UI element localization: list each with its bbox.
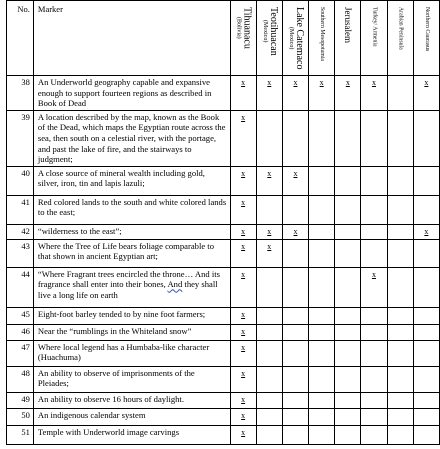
mark-cell <box>387 392 413 408</box>
mark-cell <box>361 195 387 224</box>
x-mark: x <box>424 78 429 87</box>
mark-cell <box>309 166 335 195</box>
location-name: Jerusalem <box>342 7 353 43</box>
mark-cell <box>361 267 387 307</box>
mark-cell <box>413 408 439 425</box>
table-row <box>7 340 440 366</box>
mark-cell <box>335 166 361 195</box>
mark-cell <box>309 408 335 425</box>
mark-cell <box>413 166 439 195</box>
x-mark: x <box>241 269 246 279</box>
location-name: Arabian Peninsula <box>397 7 404 50</box>
location-country: (Mexico) <box>287 27 294 50</box>
marker-text-part: “Where Fragrant trees encircled the throne… And its fragrance shall enter into their bones, <box>37 268 220 290</box>
mark-cell <box>256 224 282 239</box>
location-name: Turkey/ Armenia <box>371 7 378 47</box>
mark-cell <box>361 166 387 195</box>
x-mark: x <box>293 168 298 178</box>
column-header-location <box>256 1 282 76</box>
mark-cell <box>361 239 387 267</box>
marker-text: Where local legend has a Humbaba-like character (Huachuma) <box>33 340 230 366</box>
mark-cell <box>230 324 256 340</box>
mark-cell <box>230 224 256 239</box>
mark-cell <box>256 425 282 444</box>
marker-text <box>33 267 230 307</box>
column-header-number: No. <box>7 1 34 76</box>
mark-cell <box>309 195 335 224</box>
x-mark: x <box>241 368 246 378</box>
x-mark: x <box>241 410 246 420</box>
x-mark: x <box>267 168 272 178</box>
mark-cell <box>256 366 282 392</box>
x-mark: x <box>267 78 272 87</box>
x-mark: x <box>345 78 350 87</box>
mark-cell <box>413 195 439 224</box>
mark-cell <box>309 239 335 267</box>
mark-cell <box>335 195 361 224</box>
table-row <box>7 76 440 111</box>
mark-cell <box>335 408 361 425</box>
marker-text: Where the Tree of Life bears foliage comparable to that shown in ancient Egyptian art; <box>33 239 230 267</box>
mark-cell <box>230 408 256 425</box>
mark-cell <box>282 425 308 444</box>
mark-cell <box>335 239 361 267</box>
mark-cell <box>335 340 361 366</box>
mark-cell <box>387 239 413 267</box>
mark-cell <box>413 267 439 307</box>
marker-text: An ability to observe 16 hours of daylight. <box>33 392 230 408</box>
mark-cell <box>335 392 361 408</box>
mark-cell <box>282 110 308 166</box>
x-mark: x <box>241 342 246 352</box>
x-mark: x <box>241 309 246 319</box>
mark-cell <box>413 324 439 340</box>
x-mark: x <box>371 78 376 87</box>
marker-text: Red colored lands to the south and white colored lands to the east; <box>33 195 230 224</box>
mark-cell <box>230 110 256 166</box>
x-mark: x <box>241 226 246 236</box>
mark-cell <box>256 110 282 166</box>
mark-cell <box>230 340 256 366</box>
mark-cell <box>230 195 256 224</box>
mark-cell <box>256 324 282 340</box>
table-row <box>7 195 440 224</box>
mark-cell <box>309 425 335 444</box>
row-number: 39 <box>7 110 34 166</box>
mark-cell <box>282 195 308 224</box>
mark-cell <box>335 307 361 324</box>
mark-cell <box>413 307 439 324</box>
row-number: 44 <box>7 267 34 307</box>
mark-cell <box>361 110 387 166</box>
mark-cell <box>387 224 413 239</box>
mark-cell <box>387 76 413 111</box>
location-name: Teotihuacan <box>267 7 279 56</box>
mark-cell <box>335 110 361 166</box>
table-row <box>7 392 440 408</box>
mark-cell <box>282 392 308 408</box>
mark-cell <box>230 307 256 324</box>
marker-text: Near the “rumblings in the Whiteland snow” <box>33 324 230 340</box>
x-mark: x <box>424 226 429 236</box>
mark-cell <box>387 110 413 166</box>
marker-text: A location described by the map, known as the Book of the Dead, which maps the Egyptian route across the sea, then south on a celestial river, with the portage, and past the lake of fire, and the stairways to judgment; <box>33 110 230 166</box>
location-name: Southern Mesopotamia <box>319 7 326 61</box>
mark-cell <box>361 340 387 366</box>
mark-cell <box>282 340 308 366</box>
mark-cell <box>256 340 282 366</box>
mark-cell <box>309 76 335 111</box>
mark-cell <box>256 408 282 425</box>
marker-text: An Underworld geography capable and expansive enough to support fourteen regions as described in Book of Dead <box>33 76 230 111</box>
mark-cell <box>361 408 387 425</box>
mark-cell <box>361 425 387 444</box>
mark-cell <box>282 76 308 111</box>
row-number: 50 <box>7 408 34 425</box>
x-mark: x <box>241 241 246 251</box>
mark-cell <box>387 267 413 307</box>
row-number: 48 <box>7 366 34 392</box>
mark-cell <box>230 366 256 392</box>
x-mark: x <box>267 241 272 251</box>
row-number: 42 <box>7 224 34 239</box>
row-number: 41 <box>7 195 34 224</box>
row-number: 45 <box>7 307 34 324</box>
mark-cell <box>335 224 361 239</box>
table-row <box>7 324 440 340</box>
mark-cell <box>230 166 256 195</box>
mark-cell <box>256 239 282 267</box>
table-row <box>7 166 440 195</box>
mark-cell <box>335 267 361 307</box>
table-body <box>7 76 440 445</box>
table-row <box>7 425 440 444</box>
column-header-location <box>230 1 256 76</box>
column-header-location <box>413 1 439 76</box>
table-row <box>7 224 440 239</box>
mark-cell <box>335 366 361 392</box>
mark-cell <box>387 195 413 224</box>
mark-cell <box>282 324 308 340</box>
marker-comparison-table <box>6 0 440 445</box>
marker-text: An ability to observe of imprisonments of the Pleiades; <box>33 366 230 392</box>
mark-cell <box>309 267 335 307</box>
location-name: Lake Catemaco <box>293 7 305 70</box>
mark-cell <box>256 195 282 224</box>
column-header-location <box>335 1 361 76</box>
x-mark: x <box>319 78 324 87</box>
mark-cell <box>309 324 335 340</box>
mark-cell <box>230 267 256 307</box>
mark-cell <box>256 267 282 307</box>
x-mark: x <box>293 78 298 87</box>
mark-cell <box>282 239 308 267</box>
location-country: (Bolivia) <box>235 17 242 39</box>
mark-cell <box>282 267 308 307</box>
mark-cell <box>282 166 308 195</box>
location-name: Tihuanacu <box>241 7 253 49</box>
mark-cell <box>413 110 439 166</box>
mark-cell <box>413 239 439 267</box>
mark-cell <box>256 307 282 324</box>
mark-cell <box>230 76 256 111</box>
mark-cell <box>309 307 335 324</box>
mark-cell <box>309 224 335 239</box>
mark-cell <box>282 366 308 392</box>
mark-cell <box>413 366 439 392</box>
marker-text-part: they shall live a long life on earth <box>37 279 218 300</box>
row-number: 47 <box>7 340 34 366</box>
mark-cell <box>309 110 335 166</box>
spellcheck-flagged-word: And <box>167 279 183 290</box>
mark-cell <box>309 340 335 366</box>
header-row <box>7 1 440 76</box>
mark-cell <box>387 366 413 392</box>
row-number: 40 <box>7 166 34 195</box>
column-header-location <box>387 1 413 76</box>
column-header-location <box>309 1 335 76</box>
table-row <box>7 239 440 267</box>
mark-cell <box>387 166 413 195</box>
table-row <box>7 307 440 324</box>
row-number: 46 <box>7 324 34 340</box>
marker-text: A close source of mineral wealth including gold, silver, iron, tin and lapis lazuli; <box>33 166 230 195</box>
x-mark: x <box>241 112 246 122</box>
x-mark: x <box>241 427 246 437</box>
location-country: (Mexico) <box>261 20 268 43</box>
mark-cell <box>413 224 439 239</box>
table-row <box>7 267 440 307</box>
x-mark: x <box>241 197 246 207</box>
mark-cell <box>230 392 256 408</box>
mark-cell <box>282 224 308 239</box>
x-mark: x <box>241 394 246 404</box>
row-number: 51 <box>7 425 34 444</box>
location-name: Northern Caucasus <box>423 7 430 52</box>
mark-cell <box>361 366 387 392</box>
x-mark: x <box>267 226 272 236</box>
mark-cell <box>387 425 413 444</box>
mark-cell <box>361 324 387 340</box>
mark-cell <box>387 340 413 366</box>
row-number: 49 <box>7 392 34 408</box>
mark-cell <box>309 392 335 408</box>
mark-cell <box>387 324 413 340</box>
mark-cell <box>230 425 256 444</box>
mark-cell <box>413 425 439 444</box>
mark-cell <box>335 425 361 444</box>
table-row <box>7 366 440 392</box>
marker-text: An indigenous calendar system <box>33 408 230 425</box>
mark-cell <box>282 307 308 324</box>
column-header-location <box>361 1 387 76</box>
mark-cell <box>256 76 282 111</box>
table-row <box>7 408 440 425</box>
mark-cell <box>413 76 439 111</box>
mark-cell <box>256 392 282 408</box>
x-mark: x <box>293 226 298 236</box>
x-mark: x <box>241 326 246 336</box>
mark-cell <box>282 408 308 425</box>
mark-cell <box>361 307 387 324</box>
column-header-location <box>282 1 308 76</box>
x-mark: x <box>241 78 246 87</box>
mark-cell <box>387 408 413 425</box>
mark-cell <box>413 340 439 366</box>
mark-cell <box>256 166 282 195</box>
marker-text: Temple with Underworld image carvings <box>33 425 230 444</box>
row-number: 43 <box>7 239 34 267</box>
mark-cell <box>361 224 387 239</box>
x-mark: x <box>371 269 376 279</box>
row-number: 38 <box>7 76 34 111</box>
marker-text: “wilderness to the east”; <box>33 224 230 239</box>
mark-cell <box>387 307 413 324</box>
marker-text: Eight-foot barley tended to by nine foot farmers; <box>33 307 230 324</box>
mark-cell <box>361 76 387 111</box>
mark-cell <box>335 76 361 111</box>
table-row <box>7 110 440 166</box>
column-header-marker: Marker <box>33 1 230 76</box>
x-mark: x <box>241 168 246 178</box>
mark-cell <box>361 392 387 408</box>
mark-cell <box>413 392 439 408</box>
mark-cell <box>230 239 256 267</box>
mark-cell <box>335 324 361 340</box>
mark-cell <box>309 366 335 392</box>
